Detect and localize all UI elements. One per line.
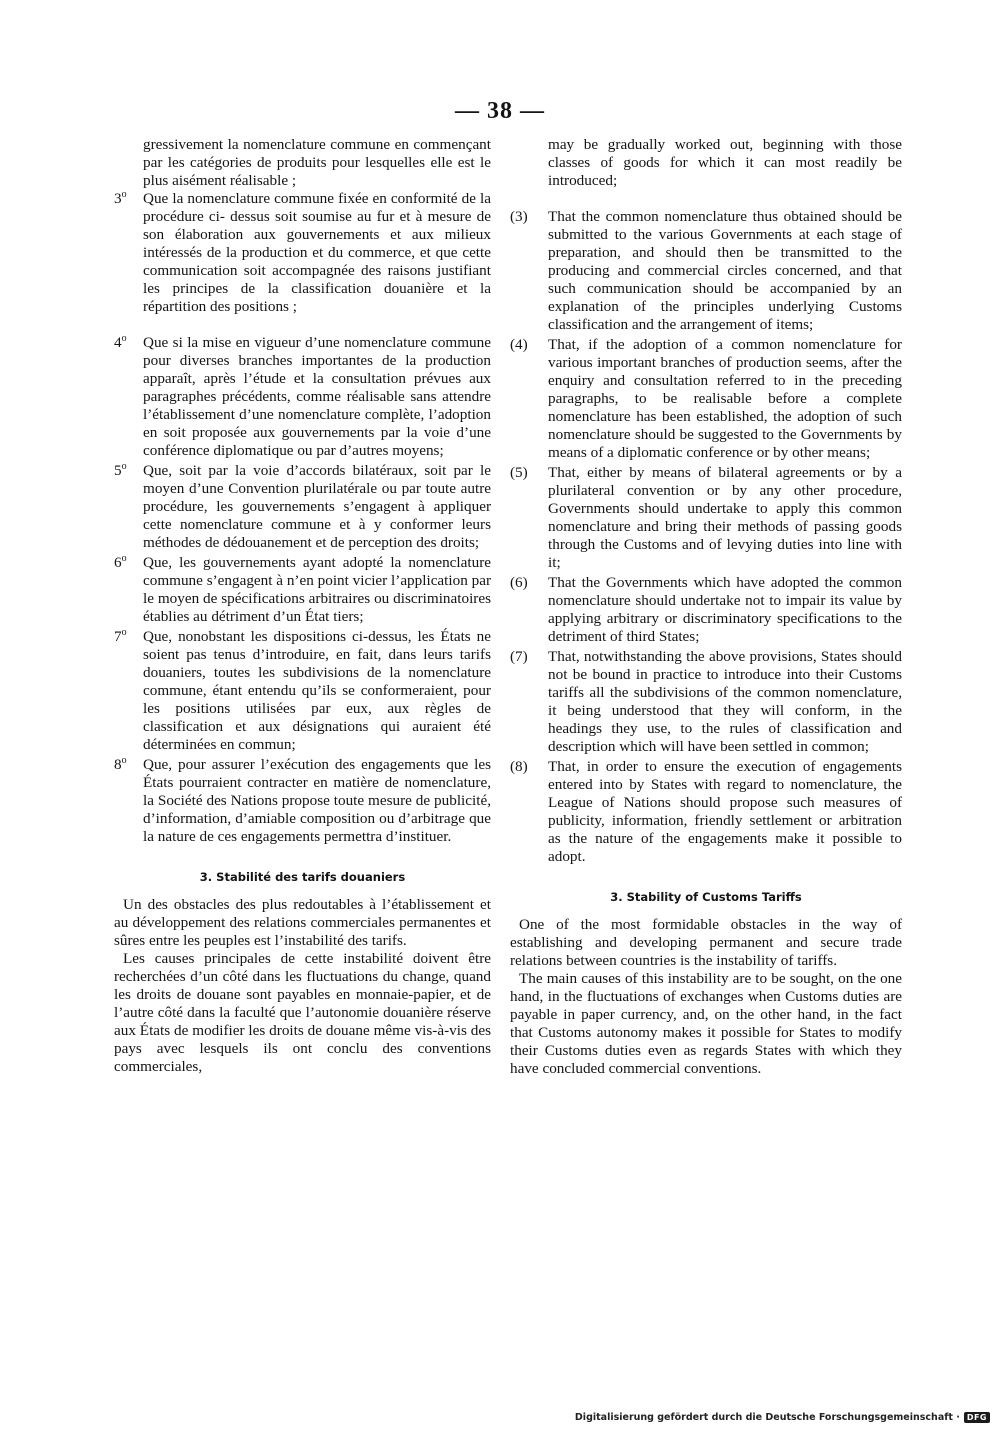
english-section-heading: 3. Stability of Customs Tariffs bbox=[610, 890, 802, 904]
french-item-8: 8$^o$ Que, pour assurer l’exécution des engagements que les États pourraient contracter en matière de nomenclature, la Société des Nations propose toute mesure de publicité, d’information, d’amiable composition ou d’arbitrage que la nature de ces engagements permettra d’instituer. bbox=[114, 754, 491, 845]
english-column bbox=[510, 136, 902, 1078]
dfg-logo: DFG bbox=[964, 1412, 990, 1423]
french-item-5: 5$^o$ Que, soit par la voie d’accords bilatéraux, soit par le moyen d’une Convention plurilatérale ou par toute autre procédure, les gouvernements s’engagent à appliquer cette nomenclature commune et à y conformer leurs méthodes de dédouanement et de perception des droits; bbox=[114, 460, 491, 551]
english-item-3: (3) That the common nomenclature thus obtained should be submitted to the various Governments at each stage of preparation, and should then be transmitted to the producing and commercial circles concerned, and that such communication should be accompanied by an explanation of the principles underlying Customs classification and the arrangement of items; bbox=[510, 208, 902, 333]
page-number: — 38 — bbox=[455, 98, 545, 124]
french-paragraph: Les causes principales de cette instabilité doivent être recherchées d’un côté dans les fluctuations du change, quand les droits de douane sont payables en monnaie-papier, et de l’autre côté dans la faculté que l’autonomie douanière réserve aux États de modifier les droits de douane même vis-à-vis des pays avec lesquels ils ont conclu des conventions commerciales, bbox=[114, 950, 491, 1075]
french-column bbox=[114, 136, 491, 1076]
footer-text: Digitalisierung gefördert durch die Deutsche Forschungsgemeinschaft · bbox=[574, 1412, 960, 1423]
french-item-text: Que, pour assurer l’exécution des engagements que les États pourraient contracter en matière de nomenclature, la Société des Nations propose toute mesure de publicité, d’information, d’amiable composition ou d’arbitrage que la nature de ces engagements permettra d’instituer. bbox=[143, 756, 491, 845]
french-item-text: Que la nomenclature commune fixée en conformité de la procédure ci- dessus soit soumise au fur et à mesure de son élaboration aux gouvernements et aux milieux intéressés de la production et du commerce, et que cette communication soit accompagnée des raisons justifiant les principes de la classification douanière et la répartition des positions ; bbox=[143, 190, 491, 315]
french-item-6: 6$^o$ Que, les gouvernements ayant adopté la nomenclature commune s’engagent à n’en point vicier l’application par le moyen de spécifications arbitraires ou discriminatoires établies au détriment d’un État tiers; bbox=[114, 552, 491, 625]
french-paragraph: Un des obstacles des plus redoutables à l’établissement et au développement des relations commerciales permanentes et sûres entre les peuples est l’instabilité des tarifs. bbox=[114, 896, 491, 949]
english-intro: may be gradually worked out, beginning with those classes of goods for which it can most readily be introduced; bbox=[548, 136, 902, 189]
english-paragraph: The main causes of this instability are to be sought, on the one hand, in the fluctuations of exchanges when Customs duties are payable in paper currency, and, on the other hand, in the fact that Customs autonomy makes it possible for States to modify their Customs duties even as regards States with which they have concluded commercial conventions. bbox=[510, 970, 902, 1077]
english-item-5: (5) That, either by means of bilateral agreements or by a plurilateral convention or by any other procedure, Governments should undertake to apply this common nomenclature and bring their methods of passing goods through the Customs and of levying duties into line with it; bbox=[510, 464, 902, 571]
english-item-8: (8) That, in order to ensure the execution of engagements entered into by States with regard to nomenclature, the League of Nations should propose such measures of publicity, information, friendly settlement or arbitration as the nature of the engagements make it possible to adopt. bbox=[510, 758, 902, 865]
french-item-4: 4$^o$ Que si la mise en vigueur d’une nomenclature commune pour diverses branches importantes de la production apparaît, après l’étude et la consultation prévues aux paragraphes précédents, comme réalisable sans attendre l’établissement d’une nomenclature complète, l’adoption en soit proposée aux gouvernements par la voie d’une conférence diplomatique ou par d’autres moyens; bbox=[114, 332, 491, 459]
english-item-text: That, notwithstanding the above provisions, States should not be bound in practice to introduce into their Customs tariffs all the subdivisions of the common nomenclature, it being understood that they will conform, in the headings they use, to the rules of classification and description which will have been settled in common; bbox=[548, 648, 902, 755]
english-item-7: (7) That, notwithstanding the above provisions, States should not be bound in practice to introduce into their Customs tariffs all the subdivisions of the common nomenclature, it being understood that they will conform, in the headings they use, to the rules of classification and description which will have been settled in common; bbox=[510, 648, 902, 755]
french-item-7: 7$^o$ Que, nonobstant les dispositions ci-dessus, les États ne soient pas tenus d’introduire, en fait, dans leurs tarifs douaniers, toutes les subdivisions de la nomenclature commune, étant entendu qu’ils se conformeraient, pour les positions utilisées par eux, aux règles de classification et aux désignations qui auraient été déterminées en commun; bbox=[114, 626, 491, 753]
english-item-text: That, in order to ensure the execution of engagements entered into by States with regard to nomenclature, the League of Nations should propose such measures of publicity, information, friendly settlement or arbitration as the nature of the engagements make it possible to adopt. bbox=[548, 758, 902, 865]
english-paragraph: One of the most formidable obstacles in the way of establishing and developing permanent and secure trade relations between countries is the instability of tariffs. bbox=[510, 916, 902, 969]
english-item-text: That the common nomenclature thus obtained should be submitted to the various Governments at each stage of preparation, and should then be transmitted to the producing and commercial circles concerned, and that such communication should be accompanied by an explanation of the principles underlying Customs classification and the arrangement of items; bbox=[548, 208, 902, 333]
french-intro: gressivement la nomenclature commune en commençant par les catégories de produits pour lesquelles elle est le plus aisément réalisable ; bbox=[143, 136, 491, 189]
digitization-footer bbox=[575, 1412, 990, 1423]
french-section-heading: 3. Stabilité des tarifs douaniers bbox=[199, 870, 406, 884]
french-item-text: Que, soit par la voie d’accords bilatéraux, soit par le moyen d’une Convention plurilatérale ou par toute autre procédure, les gouvernements s’engagent à appliquer cette nomenclature commune et à y conformer leurs méthodes de dédouanement et de perception des droits; bbox=[143, 462, 491, 551]
french-item-text: Que, nonobstant les dispositions ci-dessus, les États ne soient pas tenus d’introduire, en fait, dans leurs tarifs douaniers, toutes les subdivisions de la nomenclature commune, étant entendu qu’ils se conformeraient, pour les positions utilisées par eux, aux règles de classification et aux désignations qui auraient été déterminées en commun; bbox=[143, 628, 491, 753]
french-item-text: Que si la mise en vigueur d’une nomenclature commune pour diverses branches importantes de la production apparaît, après l’étude et la consultation prévues aux paragraphes précédents, comme réalisable sans attendre l’établissement d’une nomenclature complète, l’adoption en soit proposée aux gouvernements par la voie d’une conférence diplomatique ou par d’autres moyens; bbox=[143, 334, 491, 459]
english-item-text: That, if the adoption of a common nomenclature for various important branches of production seems, after the enquiry and consultation referred to in the preceding paragraphs, to be realisable before a complete nomenclature has been established, the adoption of such nomenclature should be suggested to the Governments by means of a diplomatic conference or by other means; bbox=[548, 336, 902, 461]
french-item-3: 3$^o$ Que la nomenclature commune fixée en conformité de la procédure ci- dessus soit soumise au fur et à mesure de son élaboration aux gouvernements et aux milieux intéressés de la production et du commerce, et que cette communication soit accompagnée des raisons justifiant les principes de la classification douanière et la répartition des positions ; bbox=[114, 188, 491, 315]
english-item-text: That, either by means of bilateral agreements or by a plurilateral convention or by any other procedure, Governments should undertake to apply this common nomenclature and bring their methods of passing goods through the Customs and of levying duties into line with it; bbox=[548, 464, 902, 571]
english-item-text: That the Governments which have adopted the common nomenclature should undertake not to impair its value by applying arbitrary or discriminatory specifications to the detriment of third States; bbox=[548, 574, 902, 645]
english-item-4: (4) That, if the adoption of a common nomenclature for various important branches of production seems, after the enquiry and consultation referred to in the preceding paragraphs, to be realisable before a complete nomenclature has been established, the adoption of such nomenclature should be suggested to the Governments by means of a diplomatic conference or by other means; bbox=[510, 336, 902, 461]
english-item-6: (6) That the Governments which have adopted the common nomenclature should undertake not to impair its value by applying arbitrary or discriminatory specifications to the detriment of third States; bbox=[510, 574, 902, 645]
french-item-text: Que, les gouvernements ayant adopté la nomenclature commune s’engagent à n’en point vicier l’application par le moyen de spécifications arbitraires ou discriminatoires établies au détriment d’un État tiers; bbox=[143, 554, 491, 625]
